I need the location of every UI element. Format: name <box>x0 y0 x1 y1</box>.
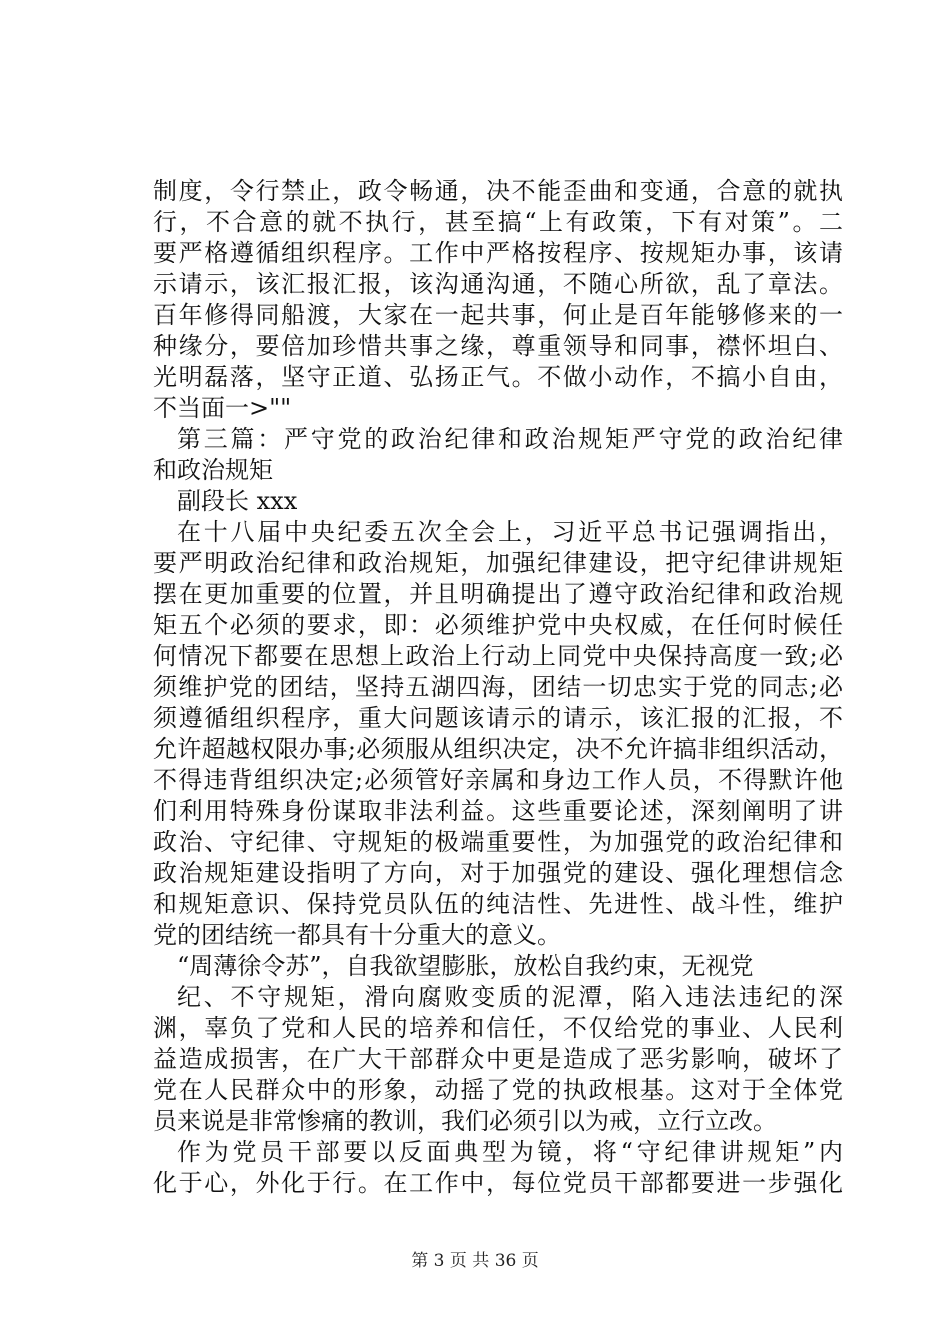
text-line: 作为党员干部要以反面典型为镜，将“守纪律讲规矩”内 <box>177 1138 843 1166</box>
text-line: 党在人民群众中的形象，动摇了党的执政根基。这对于全体党 <box>153 1076 843 1104</box>
text-line: 们利用特殊身份谋取非法利益。这些重要论述，深刻阐明了讲 <box>153 797 843 825</box>
text-line: 政治、守纪律、守规矩的极端重要性，为加强党的政治纪律和 <box>153 828 843 856</box>
text-line: 制度，令行禁止，政令畅通，决不能歪曲和变通，合意的就执 <box>153 177 843 205</box>
text-line: 矩五个必须的要求，即：必须维护党中央权威，在任何时候任 <box>153 611 843 639</box>
text-line: 示请示，该汇报汇报，该沟通沟通，不随心所欲，乱了章法。 <box>153 270 843 298</box>
document-body <box>153 176 843 1199</box>
text-line: 何情况下都要在思想上政治上行动上同党中央保持高度一致;必 <box>153 642 843 670</box>
text-line: 政治规矩建设指明了方向，对于加强党的建设、强化理想信念 <box>153 859 843 887</box>
text-line: 不当面一>"" <box>153 394 292 422</box>
text-line: 允许超越权限办事;必须服从组织决定，决不允许搞非组织活动， <box>153 735 843 763</box>
text-line: 和政治规矩 <box>153 456 273 484</box>
text-line: 员来说是非常惨痛的教训，我们必须引以为戒，立行立改。 <box>153 1107 777 1135</box>
text-line: 行，不合意的就不执行，甚至搞“上有政策，下有对策”。二 <box>153 208 843 236</box>
text-line: 化于心，外化于行。在工作中，每位党员干部都要进一步强化 <box>153 1169 843 1197</box>
text-line: 种缘分，要倍加珍惜共事之缘，尊重领导和同事，襟怀坦白、 <box>153 332 843 360</box>
text-line: 要严格遵循组织程序。工作中严格按程序、按规矩办事，该请 <box>153 239 843 267</box>
text-line: 副段长 xxx <box>177 487 298 515</box>
text-line: 和规矩意识、保持党员队伍的纯洁性、先进性、战斗性，维护 <box>153 890 843 918</box>
text-line: 第三篇：严守党的政治纪律和政治规矩严守党的政治纪律 <box>177 425 843 453</box>
text-line: 党的团结统一都具有十分重大的意义。 <box>153 921 561 949</box>
text-line: 益造成损害，在广大干部群众中更是造成了恶劣影响，破坏了 <box>153 1045 843 1073</box>
text-line: 须维护党的团结，坚持五湖四海，团结一切忠实于党的同志;必 <box>153 673 843 701</box>
text-line: 不得违背组织决定;必须管好亲属和身边工作人员，不得默许他 <box>153 766 843 794</box>
text-line: 须遵循组织程序，重大问题该请示的请示，该汇报的汇报，不 <box>153 704 843 732</box>
text-line: 光明磊落，坚守正道、弘扬正气。不做小动作，不搞小自由， <box>153 363 843 391</box>
text-line: 要严明政治纪律和政治规矩，加强纪律建设，把守纪律讲规矩 <box>153 549 843 577</box>
text-line: 摆在更加重要的位置，并且明确提出了遵守政治纪律和政治规 <box>153 580 843 608</box>
page-footer: 第 3 页 共 36 页 <box>411 1251 539 1271</box>
text-line: 在十八届中央纪委五次全会上，习近平总书记强调指出， <box>177 518 843 546</box>
text-line: 百年修得同船渡，大家在一起共事，何止是百年能够修来的一 <box>153 301 843 329</box>
text-line: “周薄徐令苏”，自我欲望膨胀，放松自我约束，无视党 <box>177 952 754 980</box>
text-line: 渊，辜负了党和人民的培养和信任，不仅给党的事业、人民利 <box>153 1014 843 1042</box>
text-line: 纪、不守规矩，滑向腐败变质的泥潭，陷入违法违纪的深 <box>177 983 843 1011</box>
